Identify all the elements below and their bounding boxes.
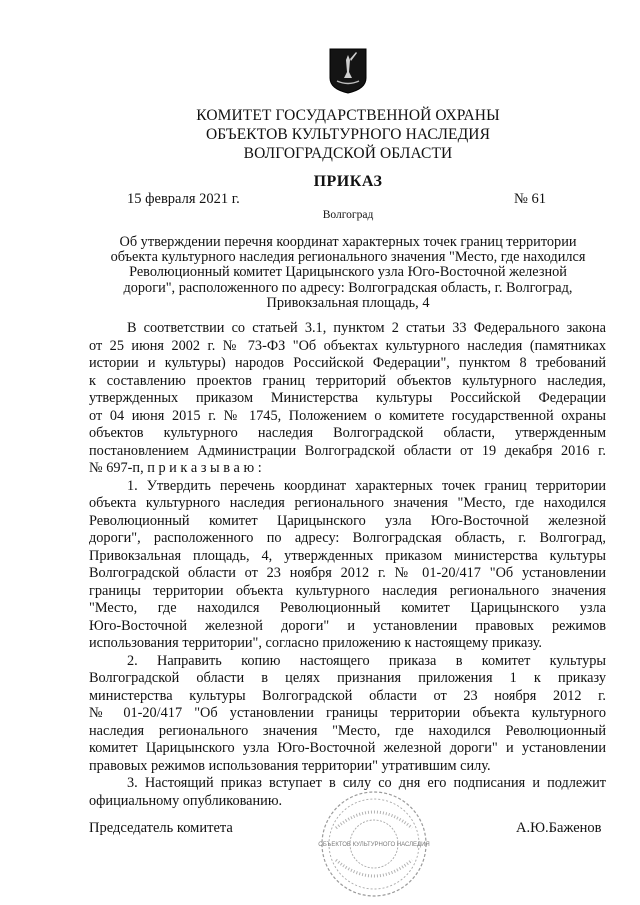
text-line: к составлению проектов границ территорий объектов культурного наследия,: [89, 372, 606, 389]
text-line: Волгоградской области в целях признания приложения 1 к приказу: [89, 670, 606, 686]
order-date: 15 февраля 2021 г.: [127, 191, 240, 207]
subject-line: Об утверждении перечня координат характерных точек границ территории: [119, 234, 577, 250]
text-line: Волгоградской области от 23 ноября 2012 г. № 01-20/417 "Об установлении: [89, 565, 606, 581]
organization-name: [0, 106, 640, 163]
volgograd-coat-of-arms-icon: [329, 48, 367, 94]
text-line: истории и культуры) народов Российской Федерации", пунктом 8 требований: [89, 355, 606, 371]
text-line: № 697-п, п р и к а з ы в а ю :: [89, 460, 262, 476]
clause-2-paragraph: [89, 653, 606, 776]
text-line: утвержденных приказом Министерства культуры Российской Федерации: [89, 390, 606, 406]
subject-line: объекта культурного наследия регионального значения "Место, где находился: [110, 249, 586, 266]
subject-line: дороги", расположенного по адресу: Волгоградская область, г. Волгоград,: [123, 279, 573, 296]
subject-line: Революционный комитет Царицынского узла Юго-Восточной железной: [129, 264, 567, 281]
text-line: 3. Настоящий приказ вступает в силу со дня его подписания и подлежит: [127, 775, 606, 791]
text-line: наследия регионального значения "Место, где находился Революционный: [89, 722, 606, 739]
preamble-paragraph: [89, 320, 606, 478]
text-line: № 01-20/417 "Об установлении границы территории объекта культурного: [89, 705, 606, 721]
text-line: 1. Утвердить перечень координат характерных точек границ территории: [127, 477, 606, 494]
text-line: границы территории объекта культурного наследия регионального значения: [89, 582, 606, 599]
order-body: [89, 320, 606, 810]
text-line: объекта культурного наследия регионального значения "Место, где находился: [89, 495, 606, 511]
text-line: постановлением Администрации Волгоградской области от 19 декабря 2016 г.: [89, 442, 606, 459]
text-line: министерства культуры Волгоградской области от 23 ноября 2012 г.: [89, 687, 606, 704]
text-line: от 04 июня 2015 г. № 1745, Положением о комитете государственной охраны: [89, 407, 606, 424]
text-line: В соответствии со статьей 3.1, пунктом 2 статьи 33 Федерального закона: [127, 320, 606, 336]
order-subject: [95, 235, 601, 311]
signatory-role: Председатель комитета: [89, 820, 233, 836]
text-line: официальному опубликованию.: [89, 792, 283, 809]
official-seal-stamp-icon: [318, 788, 430, 900]
text-line: 2. Направить копию настоящего приказа в комитет культуры: [127, 652, 606, 669]
text-line: от 25 июня 2002 г. № 73-ФЗ "Об объектах культурного наследия (памятниках: [89, 337, 606, 354]
signatory-name: А.Ю.Баженов: [516, 820, 602, 836]
order-number: № 61: [514, 191, 546, 207]
text-line: "Место, где находился Революционный комитет Царицынского узла: [89, 600, 606, 616]
clause-1-paragraph: [89, 478, 606, 653]
text-line: дороги", расположенного по адресу: Волгоградская область, г. Волгоград,: [89, 530, 606, 546]
text-line: Революционный комитет Царицынского узла Юго-Восточной железной: [89, 512, 606, 529]
order-city: Волгоград: [322, 209, 374, 221]
text-line: Юго-Восточной железной дороги" и установлении правовых режимов: [89, 617, 606, 634]
text-line: Привокзальная площадь, 4, утвержденных приказом министерства культуры: [89, 547, 606, 564]
org-line: ОБЪЕКТОВ КУЛЬТУРНОГО НАСЛЕДИЯ: [205, 126, 491, 143]
text-line: использования территории", согласно приложению к настоящему приказу.: [89, 635, 542, 651]
text-line: комитет Царицынского узла Юго-Восточной железной дороги" и установлении: [89, 740, 606, 756]
document-type: ПРИКАЗ: [313, 173, 383, 190]
stamp-inner-text: ОБЪЕКТОВ КУЛЬТУРНОГО НАСЛЕДИЯ: [318, 842, 430, 848]
text-line: объектов культурного наследия Волгоградской области, утвержденным: [89, 425, 606, 441]
subject-line: Привокзальная площадь, 4: [266, 294, 430, 311]
org-line: ВОЛГОГРАДСКОЙ ОБЛАСТИ: [243, 145, 453, 162]
text-line: правовых режимов использования территории" утратившим силу.: [89, 757, 491, 774]
org-line: КОМИТЕТ ГОСУДАРСТВЕННОЙ ОХРАНЫ: [196, 107, 500, 124]
